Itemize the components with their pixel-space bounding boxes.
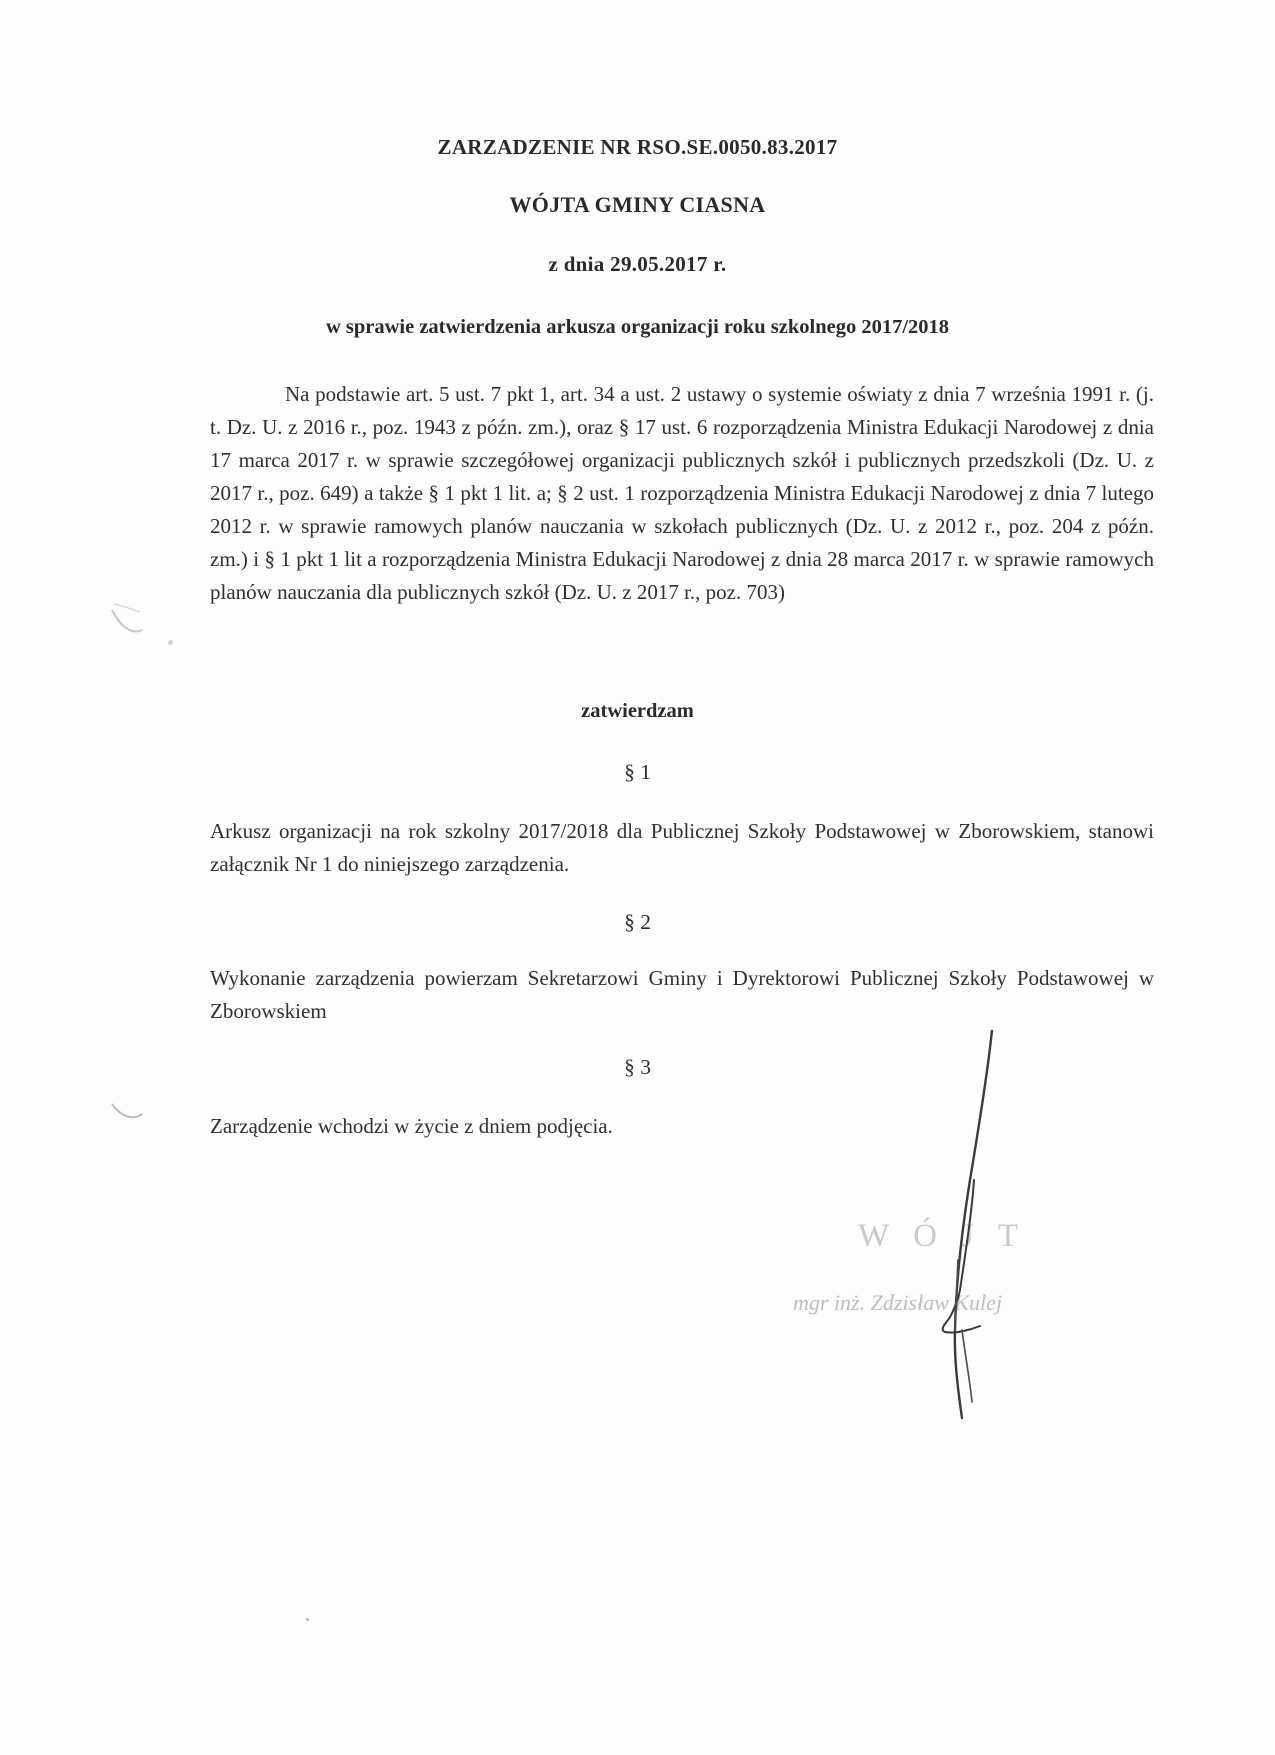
section-2-text: Wykonanie zarządzenia powierzam Sekretarzowi Gminy i Dyrektorowi Publicznej Szkoły Podstawowej w Zborowskiem <box>210 966 1154 1023</box>
document-issuer: WÓJTA GMINY CIASNA <box>509 192 766 217</box>
document-title: ZARZADZENIE NR RSO.SE.0050.83.2017 <box>437 135 838 159</box>
decree-word: zatwierdzam <box>581 700 694 722</box>
punch-hole-mark-upper <box>108 600 148 650</box>
stamp-title: WÓJT <box>858 1218 1042 1254</box>
section-3-text: Zarządzenie wchodzi w życie z dniem podjęcia. <box>210 1114 613 1138</box>
section-1-symbol: § 1 <box>624 760 651 784</box>
handwritten-signature <box>900 1030 1020 1420</box>
punch-hole-mark-lower <box>108 1098 148 1128</box>
scan-speck <box>168 640 173 645</box>
section-1-text: Arkusz organizacji na rok szkolny 2017/2018 dla Publicznej Szkoły Podstawowej w Zborowskiem, stanowi załącznik Nr 1 do niniejszego zarządzenia. <box>210 819 1154 876</box>
stamp-name: mgr inż. Zdzisław Kulej <box>793 1290 1003 1315</box>
scan-speck <box>306 1618 309 1621</box>
section-3-symbol: § 3 <box>624 1055 651 1079</box>
preamble-paragraph: Na podstawie art. 5 ust. 7 pkt 1, art. 34 a ust. 2 ustawy o systemie oświaty z dnia 7 września 1991 r. (j. t. Dz. U. z 2016 r., poz. 1943 z późn. zm.), oraz § 17 ust. 6 rozporządzenia Ministra Edukacji Narodowej z dnia 17 marca 2017 r. w sprawie szczegółowej organizacji publicznych szkół i publicznych przedszkoli (Dz. U. z 2017 r., poz. 649) a także § 1 pkt 1 lit. a; § 2 ust. 1 rozporządzenia Ministra Edukacji Narodowej z dnia 7 lutego 2012 r. w sprawie ramowych planów nauczania w szkołach publicznych (Dz. U. z 2012 r., poz. 204 z późn. zm.) i § 1 pkt 1 lit a rozporządzenia Ministra Edukacji Narodowej z dnia 28 marca 2017 r. w sprawie ramowych planów nauczania dla publicznych szkół (Dz. U. z 2017 r., poz. 703) <box>210 382 1154 604</box>
section-2-symbol: § 2 <box>624 910 651 934</box>
document-date: z dnia 29.05.2017 r. <box>548 252 727 276</box>
document-subject: w sprawie zatwierdzenia arkusza organizacji roku szkolnego 2017/2018 <box>325 316 950 338</box>
